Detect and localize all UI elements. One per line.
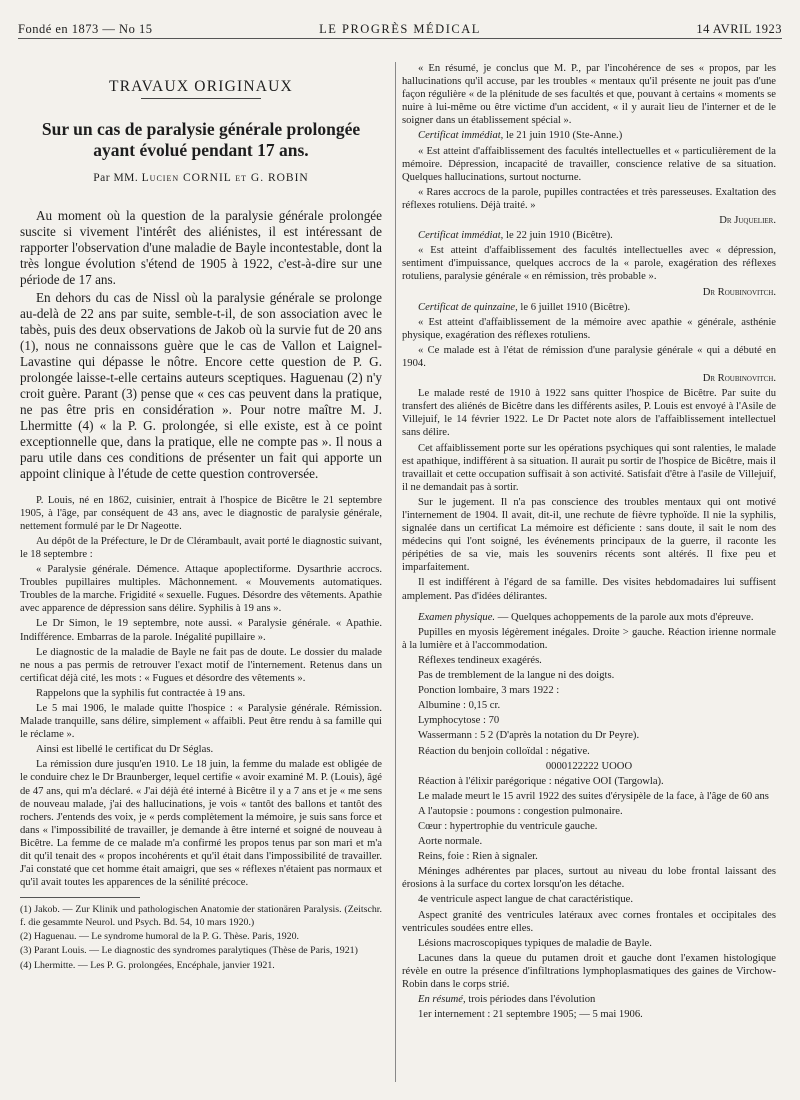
authors-names: Lucien CORNIL et G. ROBIN [141, 172, 309, 185]
paragraph-weakening: Cet affaiblissement porte sur les opérations psychiques qui sont ralenties, le malade est apathique, indifférent à sa situation. Il aurait pu sortir de l'hospice de Bicêtre, mais il travaillait et cette occupation suffisait à son activité. Satisfait d'être à l'asile de Villejuif, il ne demandait pas à sortir. [402, 442, 776, 493]
paragraph-patient: P. Louis, né en 1862, cuisinier, entrait à l'hospice de Bicêtre le 21 septembre 1905, à l'âge, par conséquent de 43 ans, avec le diagnostic de paralysie générale, nettement formulé par le Dr Nageotte. [20, 494, 382, 532]
summary-text: trois périodes dans l'évolution [468, 994, 596, 1006]
summary-label: En résumé, [418, 994, 466, 1006]
section-rule [141, 98, 261, 99]
certificate-1-label: Certificat immédiat, [418, 130, 504, 142]
header-founded: Fondé en 1873 — No 15 [18, 22, 153, 36]
autopsy-heart: Cœur : hypertrophie du ventricule gauche. [418, 820, 598, 832]
paragraph-bayle: Le diagnostic de la maladie de Bayle ne fait pas de doute. Le dossier du malade ne nous a pas permis de retrouver l'exact motif de l'internement. Retenus dans un certificat déjà cité, les mots : « Fugues et désordre des vêtements ». [20, 646, 382, 684]
header-rule [18, 38, 782, 39]
autopsy-kidneys-liver: Reins, foie : Rien à signaler. [418, 851, 538, 863]
exam-pupils: Pupilles en myosis légèrement inégales. Droite > gauche. Réaction irienne normale à la lumière et à l'accommodation. [402, 626, 776, 651]
certificate-3-text: « Est atteint d'affaiblissement de la mémoire avec apathie « générale, asthénie physique, exagération des réflexes rotuliens. [402, 316, 776, 341]
certificate-2-text: « Est atteint d'affaiblissement des facultés intellectuelles avec « dépression, sentiment d'impuissance, quelques accrocs de la « parole, exagération des réflexes rotuliens, paralysie générale « en rémission, très probable ». [402, 245, 776, 283]
autopsy-lateral-ventricles: Aspect granité des ventricules latéraux avec cornes frontales et occipitales des ventricules soudées entre elles. [402, 909, 776, 934]
authors-prefix: Par MM. [93, 172, 139, 185]
autopsy-lesions: Lésions macroscopiques typiques de maladie de Bayle. [418, 937, 652, 949]
exam-reflexes: Réflexes tendineux exagérés. [418, 654, 542, 666]
certificate-3-text-2: « Ce malade est à l'état de rémission d'une paralysie générale « qui a débuté en 1904. [402, 344, 776, 369]
page-header [18, 8, 782, 38]
left-column [20, 62, 382, 974]
article-title-line-1: Sur un cas de paralysie générale prolongée [41, 119, 361, 140]
certificate-3-date: le 6 juillet 1910 (Bicêtre). [520, 301, 631, 313]
paragraph-syphilis: Rappelons que la syphilis fut contractée à 19 ans. [36, 687, 246, 699]
exam-tremor: Pas de tremblement de la langue ni des doigts. [418, 670, 615, 682]
article-authors [20, 171, 382, 185]
certificate-3-label: Certificat de quinzaine, [418, 301, 518, 313]
paragraph-family: Il est indifférent à l'égard de sa famille. Des visites hebdomadaires lui suffisent amplement. Pas d'idées délirantes. [402, 577, 776, 602]
autopsy-lacunae: Lacunes dans la queue du putamen droit et gauche dont l'examen histologique révèle en outre la présence d'infiltrations lymphoplasmatiques des gaines de Virchow-Robin dans le corps strié. [402, 952, 776, 990]
autopsy-meninges: Méninges adhérentes par places, surtout au niveau du lobe frontal laissant des érosions à la surface du cortex lorsqu'on les détache. [402, 866, 776, 891]
article-title [20, 119, 382, 161]
exam-lymphocytosis: Lymphocytose : 70 [418, 715, 500, 727]
exam-lumbar-puncture: Ponction lombaire, 3 mars 1922 : [418, 685, 560, 697]
paragraph-release: Le 5 mai 1906, le malade quitte l'hospice : « Paralysie générale. Rémission. Malade tranquille, sans délire, simplement « affaibli. Peut être rendu à sa famille qui le réclame ». [20, 703, 382, 741]
exam-paregoric: Réaction à l'élixir parégorique : négative OOI (Targowla). [418, 775, 664, 787]
certificate-1-text: « Est atteint d'affaiblissement des facultés intellectuelles et « particulièrement de la mémoire. Dépression, incapacité de travailler, conscience relative de sa situation. Quelques hallucinations, surtout nocturne. [402, 145, 776, 183]
right-column [402, 62, 776, 1023]
footnote-rule [20, 897, 140, 898]
paragraph-judgment: Sur le jugement. Il n'a pas conscience des troubles mentaux qui ont motivé l'internement de 1904. Il avait, dit-il, une rechute de fièvre typhoïde. Il nie la syphilis, signalée dans un certificat La mémoire est déficiente : sans doute, il sait le nom des médecins qui l'ont soigné, les événements principaux de la guerre, il raconte les péripéties de sa vie, mais les souvenirs récents sont altérés. Il fixe peu et imparfaitement. [402, 496, 776, 574]
section-heading: TRAVAUX ORIGINAUX [109, 78, 293, 95]
paragraph-death: Le malade meurt le 15 avril 1922 des suites d'érysipèle de la face, à l'âge de 60 ans [418, 790, 769, 802]
paragraph-summary [402, 993, 776, 1006]
paragraph-intro: Au moment où la question de la paralysie générale prolongée suscite si vivement l'intérêt des aliénistes, il est intéressant de rapporter l'observation d'une maladie de Bayle incontestable, dont la très longue évolution s'étend de 1905 à 1922, c'est-à-dire sur une période de 17 ans. [20, 207, 382, 287]
journal-title: LE PROGRÈS MÉDICAL [319, 22, 481, 36]
certificate-2-label: Certificat immédiat, [418, 230, 504, 242]
summary-first-internment: 1er internement : 21 septembre 1905; — 5 mai 1906. [418, 1009, 643, 1021]
paragraph-diagnosis-quote: « Paralysie générale. Démence. Attaque apoplectiforme. Dysarthrie accrocs. Troubles pupillaires multiples. Mâchonnement. « Mouvements automatiques. Troubles de la marche. Frigidité « sexuelle. Fugues. Désordre des vêtements. Apathie avec apparence de dépression sans délire. Syphilis à 19 ans ». [20, 564, 382, 615]
certificate-3-signature: Dr Roubinovitch. [702, 373, 776, 385]
header-date: 14 AVRIL 1923 [696, 22, 782, 36]
paragraph-physical-exam [402, 611, 776, 624]
certificate-1-text-2: « Rares accrocs de la parole, pupilles contractées et très paresseuses. Exaltation des réflexes rotuliens. Déjà traité. » [402, 186, 776, 211]
paragraph-conclusion-quote: « En résumé, je conclus que M. P., par l'incohérence de ses « propos, par les hallucinations qu'il accuse, par les troubles « mentaux qu'il présente ne jouit pas d'une façon régulière « de la plénitude de ses facultés et que, pouvant à certains « moments se nuire à lui-même ou être victime d'un accident, « il y aurait lieu de l'interner et de le soigner dans un établissement spécial ». [402, 63, 776, 127]
physical-exam-text: — Quelques achoppements de la parole aux mots d'épreuve. [497, 611, 754, 623]
paragraph-remission: La rémission dure jusqu'en 1910. Le 18 juin, la femme du malade est obligée de le conduire chez le Dr Braunberger, lequel certifie « avoir examiné M. P. (Louis), âgé de 47 ans, qui m'a déclaré. « J'ai déjà été interné à Bicêtre il y a 7 ans et je « me sens de nouveau malade, j'ai des hallucinations, je vois « tantôt des ballons et tantôt des rochers. J'entends des voix, je « perds complètement la mémoire, je suis sans force et dans « l'impossibilité de travailler, je demande à être interné et soigné de nouveau à Bicêtre. La femme de ce malade m'a confirmé les propos tenus par son mari et m'a dit qu'il tenait des « propos incohérents et qu'il était dans l'impossibilité de travailler. J'ai constaté que cet homme était amaigri, que ses « réflexes n'étaient pas normaux et qu'il avait toutes les apparences de la sénilité précoce. [20, 759, 382, 889]
autopsy-aorta: Aorte normale. [418, 836, 483, 848]
certificate-2-heading [402, 229, 776, 242]
exam-wassermann: Wassermann : 5 2 (D'après la notation du Dr Peyre). [418, 730, 640, 742]
certificate-1-heading [402, 129, 776, 142]
exam-albumin: Albumine : 0,15 cr. [418, 700, 501, 712]
autopsy-lungs: A l'autopsie : poumons : congestion pulmonaire. [418, 805, 623, 817]
certificate-2-date: le 22 juin 1910 (Bicêtre). [506, 230, 613, 242]
certificate-2-signature: Dr Roubinovitch. [702, 286, 776, 298]
paragraph-seglas: Ainsi est libellé le certificat du Dr Séglas. [36, 744, 214, 756]
footnote-3: (3) Parant Louis. — Le diagnostic des syndromes paralytiques (Thèse de Paris, 1921) [20, 945, 358, 957]
paragraph-context: En dehors du cas de Nissl où la paralysie générale se prolonge au-delà de 22 ans par suite, semble-t-il, de son association avec le tabès, puis des deux observations de Jakob où la survie fut de 20 ans (1), nous ne connaissons guère que le cas de Vallon et Laignel-Lavastine qui dépasse le nôtre. Encore cette question de P. G. prolongée laisse-t-elle certains auteurs sceptiques. Haguenau (2) n'y croit guère. Parant (3) pense que « ces cas peuvent dans la pratique, ne pas être pris en considération ». Pour notre maître M. J. Lhermitte (4) « la P. G. prolongée, si elle existe, est à ce point exceptionnelle que, dans la pratique, elle ne compte pas ». Il nous a paru utile dans ces conditions de présenter un fait qui apporte un appoint clinique à l'étude de cette question controversée. [20, 289, 382, 481]
exam-benzoin-series: 0000122222 UOOO [545, 760, 633, 772]
article-title-line-2: ayant évolué pendant 17 ans. [93, 140, 309, 161]
physical-exam-label: Examen physique. [418, 611, 496, 623]
autopsy-fourth-ventricle: 4e ventricule aspect langue de chat caractéristique. [418, 894, 633, 906]
certificate-1-signature: Dr Juquelier. [719, 215, 776, 227]
footnote-2: (2) Haguenau. — Le syndrome humoral de la P. G. Thèse. Paris, 1920. [20, 930, 300, 942]
column-divider [395, 62, 396, 1082]
paragraph-stay: Le malade resté de 1910 à 1922 sans quitter l'hospice de Bicêtre. Par suite du transfert des aliénés de Bicêtre dans les différents asiles, P. Louis est envoyé à l'Asile de Villejuif, le 14 février 1922. Le Dr Pactet note alors de l'affaiblissement intellectuel sans délire. [402, 388, 776, 439]
paragraph-simon: Le Dr Simon, le 19 septembre, note aussi. « Paralysie générale. « Apathie. Indifférence. Embarras de la parole. Inégalité pupillaire ». [20, 618, 382, 643]
footnote-1: (1) Jakob. — Zur Klinik und pathologischen Anatomie der stationären Paralysis. (Zeitschr. f. die gesammte Neurol. und Psych. Bd. 54, 10 mars 1920.) [20, 904, 382, 928]
certificate-1-date: le 21 juin 1910 (Ste-Anne.) [506, 130, 623, 142]
certificate-3-heading [402, 301, 776, 314]
footnote-4: (4) Lhermitte. — Les P. G. prolongées, Encéphale, janvier 1921. [20, 959, 275, 971]
paragraph-prefecture: Au dépôt de la Préfecture, le Dr de Clérambault, avait porté le diagnostic suivant, le 18 septembre : [20, 535, 382, 560]
exam-benzoin: Réaction du benjoin colloïdal : négative. [418, 745, 590, 757]
